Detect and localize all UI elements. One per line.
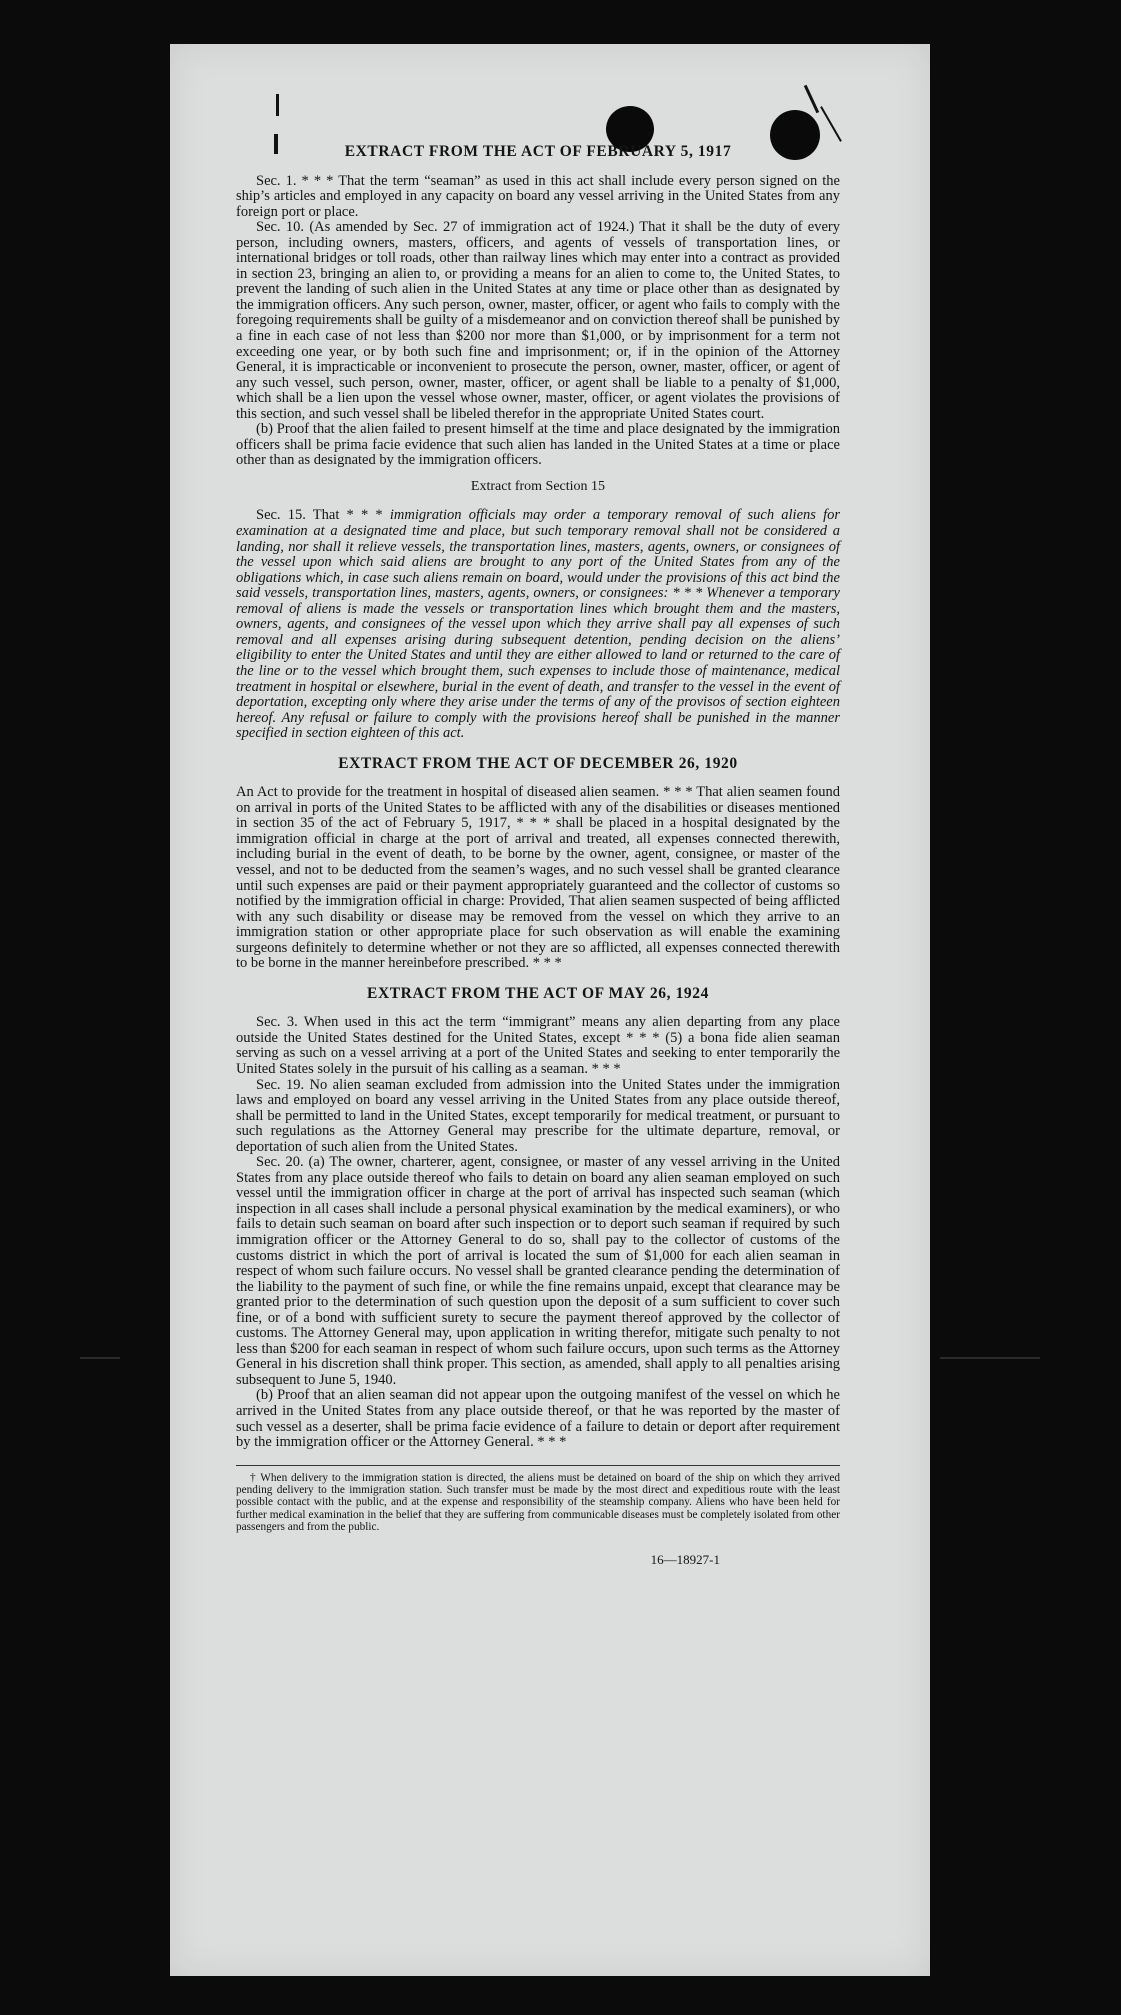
footnote-divider [236, 1465, 840, 1466]
act-1920-paragraph: An Act to provide for the treatment in hospital of diseased alien seamen. * * * That alien seamen found on arrival in ports of the United States to be afflicted with any of the disabilities or diseases mentioned in section 35 of the act of February 5, 1917, * * * shall be placed in a hospital designated by the immigration official in charge at the port of arrival and treated, all expenses connected therewith, including burial in the event of death, to be borne by the owner, agent, consignee, or master of the vessel, and not to be deducted from the seamen’s wages, and no such vessel shall be granted clearance until such expenses are paid or their payment appropriately guaranteed and the collector of customs so notified by the immigration official in charge: Provided, That alien seamen suspected of being afflicted with any such disability or disease may be removed from the vessel on which they arrive to an immigration station or other appropriate place for such observation as will enable the examining surgeons definitely to determine whether or not they are so afflicted, all expenses connected therewith to be borne in the manner hereinbefore prescribed. * * * [236, 784, 840, 972]
document-page [170, 44, 930, 1976]
heading-act-1924: EXTRACT FROM THE ACT OF MAY 26, 1924 [367, 984, 709, 1002]
ink-mark [276, 94, 279, 116]
ink-mark [820, 106, 842, 142]
document-number: 16—18927-1 [650, 1551, 720, 1567]
sec-10a-paragraph: Sec. 10. (As amended by Sec. 27 of immigration act of 1924.) That it shall be the duty of every person, including owners, masters, officers, and agents of vessels of transportation lines, or international bridges or toll roads, other than railway lines which may enter into a contract as provided in section 23, bringing an alien to, or providing a means for an alien to come to, the United States, to prevent the landing of such alien in the United States at any time or place other than as designated by the immigration officers. Any such person, owner, master, officer, or agent who fails to comply with the foregoing requirements shall be guilty of a misdemeanor and on conviction thereof shall be punished by a fine in each case of not less than $200 nor more than $1,000, or by imprisonment for a term not exceeding one year, or by both such fine and imprisonment; or, if in the opinion of the Attorney General, it is impracticable or inconvenient to prosecute the person, owner, master, officer, or agent of any such vessel, such person, owner, master, officer, or agent shall be liable to a penalty of $1,000, which shall be a lien upon the vessel whose owner, master, officer, or agent violates the provisions of this section, and such vessel shall be libeled therefor in the appropriate United States court. [236, 219, 840, 422]
sec-15-lead: Sec. 15. That * * * [256, 507, 390, 524]
heading-act-1917: EXTRACT FROM THE ACT OF FEBRUARY 5, 1917 [344, 143, 732, 160]
sec-3-paragraph: Sec. 3. When used in this act the term “immigrant” means any alien departing from any place outside the United States destined for the United States, except * * * (5) a bona fide alien seaman serving as such on a vessel arriving at a port of the United States and seeking to enter temporarily the United States solely in the pursuit of his calling as a seaman. * * * [236, 1014, 840, 1077]
sec-15-text: immigration officials may order a temporary removal of such aliens for examination at a designated time and place, but such temporary removal shall not be considered a landing, nor shall it relieve vessels, the transportation lines, masters, agents, owners, or consignees of the vessel upon which said aliens are brought to any port of the United States from any of the obligations which, in case such aliens remain on board, would under the provisions of this act bind the said vessels, transportation lines, masters, agents, owners, or consignees: * * * Whenever a temporary removal of aliens is made the vessels or transportation lines which brought them and the masters, owners, agents, and consignees of the vessel upon which they arrive shall pay all expenses of such removal and all expenses arising during subsequent detention, pending decision on the aliens’ eligibility to enter the United States and until they are either allowed to land or returned to the care of the line or to the vessel which brought them, such expenses to include those of maintenance, medical treatment in hospital or elsewhere, burial in the event of death, and transfer to the vessel in the event of deportation, excepting only where they arise under the terms of any of the provisos of section eighteen hereof. Any refusal or failure to comply with the provisions hereof shall be punished in the manner specified in section eighteen of this act. [236, 507, 841, 742]
background-mark [80, 1357, 120, 1359]
footnote: † When delivery to the immigration station is directed, the aliens must be detained on board of the ship on which they arrived pending delivery to the immigration station. Such transfer must be made by the most direct and expeditious route with the least possible contact with the public, and at the expense and responsibility of the steamship company. Aliens who have been held for further medical examination in the belief that they are suffering from communicable diseases must be completely isolated from other passengers and from the public. [236, 1471, 840, 1534]
sec-1-paragraph: Sec. 1. * * * That the term “seaman” as used in this act shall include every person signed on the ship’s articles and employed in any capacity on board any vessel arriving in the United States from any foreign port or place. [236, 172, 840, 220]
sec-19-paragraph: Sec. 19. No alien seaman excluded from admission into the United States under the immigration laws and employed on board any vessel arriving in the United States from any place outside thereof, shall be permitted to land in the United States, except temporarily for medical treatment, or pursuant to such regulations as the Attorney General may prescribe for the ultimate departure, removal, or deportation of such alien from the United States. [236, 1076, 840, 1155]
heading-act-1920: EXTRACT FROM THE ACT OF DECEMBER 26, 1920 [338, 754, 738, 772]
sec-10b-paragraph: (b) Proof that the alien failed to present himself at the time and place designated by the immigration officers shall be prima facie evidence that such alien has landed in the United States at a time or place other than as designated by the immigration officers. [236, 421, 840, 469]
ink-mark [804, 85, 819, 113]
document-text [236, 144, 840, 1567]
heading-section-15: Extract from Section 15 [470, 478, 606, 494]
background-mark [940, 1357, 1040, 1359]
sec-15-paragraph [236, 508, 840, 741]
sec-20a-paragraph: Sec. 20. (a) The owner, charterer, agent, consignee, or master of any vessel arriving in the United States from any place outside thereof who fails to detain on board any alien seaman employed on such vessel until the immigration officer in charge at the port of arrival has inspected such seaman (which inspection in all cases shall include a personal physical examination by the medical examiners), or who fails to detain such seaman on board after such inspection or to deport such seaman if required by such immigration officer or the Attorney General to do so, shall pay to the collector of customs of the customs district in which the port of arrival is located the sum of $1,000 for each alien seaman in respect of whom such failure occurs. No vessel shall be granted clearance pending the determination of the liability to the payment of such fine, or while the fine remains unpaid, except that clearance may be granted prior to the determination of such question upon the deposit of a sum sufficient to cover such fine, or of a bond with sufficient surety to secure the payment thereof approved by the collector of customs. The Attorney General may, upon application in writing therefor, mitigate such penalty to not less than $200 for each seaman in respect of whom such failure occurs, upon such terms as the Attorney General in his discretion shall think proper. This section, as amended, shall apply to all penalties arising subsequent to June 5, 1940. [236, 1154, 840, 1388]
sec-20b-paragraph: (b) Proof that an alien seaman did not appear upon the outgoing manifest of the vessel on which he arrived in the United States from any place outside thereof, or that he was reported by the master of such vessel as a deserter, shall be prima facie evidence of a failure to detain or deport after requirement by the immigration officer or the Attorney General. * * * [236, 1387, 840, 1451]
